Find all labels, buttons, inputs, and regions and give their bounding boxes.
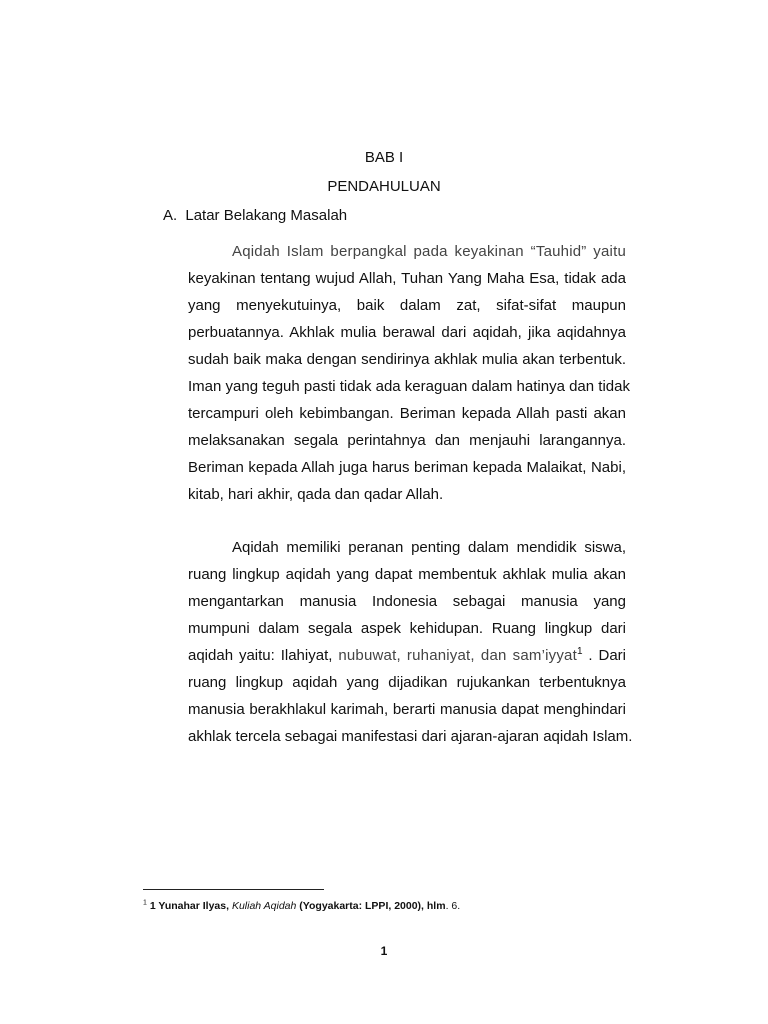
paragraph-line: melaksanakan segala perintahnya dan menjauhi larangannya.	[188, 432, 626, 449]
paragraph-line: ruang lingkup aqidah yang dapat membentuk akhlak mulia akan	[188, 566, 626, 583]
paragraph-line: perbuatannya. Akhlak mulia berawal dari aqidah, jika aqidahnya	[188, 324, 626, 341]
footnote-author: 1 Yunahar Ilyas,	[146, 900, 232, 912]
line-segment: . Dari	[582, 647, 627, 664]
footnote-publication: (Yogyakarta: LPPI, 2000), hlm	[296, 900, 446, 912]
footnote-reference[interactable]: 1	[576, 646, 583, 657]
chapter-title: PENDAHULUAN	[327, 178, 441, 195]
paragraph-line: mengantarkan manusia Indonesia sebagai manusia yang	[188, 593, 626, 610]
footnote-marker: 1	[143, 899, 147, 907]
paragraph-line: manusia berakhlakul karimah, berarti manusia dapat menghindari	[188, 701, 626, 718]
section-title: Latar Belakang Masalah	[185, 207, 348, 224]
footnote-page: . 6.	[445, 900, 461, 912]
section-heading	[163, 207, 347, 225]
paragraph-line: Iman yang teguh pasti tidak ada keraguan dalam hatinya dan tidak	[188, 378, 630, 395]
line-segment-light: nubuwat, ruhaniyat, dan sam’iyyat	[338, 647, 577, 664]
paragraph-line	[188, 647, 626, 665]
page-number: 1	[380, 944, 388, 958]
paragraph-line: tercampuri oleh kebimbangan. Beriman kepada Allah pasti akan	[188, 405, 626, 422]
paragraph-line: Beriman kepada Allah juga harus beriman kepada Malaikat, Nabi,	[188, 459, 626, 476]
footnote	[143, 899, 460, 913]
paragraph-line: yang menyekutuinya, baik dalam zat, sifat-sifat maupun	[188, 297, 626, 314]
paragraph-line: mumpuni dalam segala aspek kehidupan. Ruang lingkup dari	[188, 620, 626, 637]
paragraph-line: Aqidah Islam berpangkal pada keyakinan “Tauhid” yaitu	[232, 243, 626, 260]
paragraph-line: keyakinan tentang wujud Allah, Tuhan Yang Maha Esa, tidak ada	[188, 270, 626, 287]
chapter-heading: BAB I	[364, 149, 404, 166]
paragraph-line: ruang lingkup aqidah yang dijadikan rujukankan terbentuknya	[188, 674, 626, 691]
footnote-book-title: Kuliah Aqidah	[231, 900, 297, 912]
section-label: A.	[163, 207, 178, 224]
paragraph-line: sudah baik maka dengan sendirinya akhlak mulia akan terbentuk.	[188, 351, 626, 368]
paragraph-line: kitab, hari akhir, qada dan qadar Allah.	[188, 486, 444, 503]
paragraph-line: Aqidah memiliki peranan penting dalam mendidik siswa,	[232, 539, 626, 556]
paragraph-line: akhlak tercela sebagai manifestasi dari ajaran-ajaran aqidah Islam.	[188, 728, 633, 745]
line-segment: aqidah yaitu: Ilahiyat,	[188, 647, 339, 664]
footnote-divider	[143, 889, 324, 890]
